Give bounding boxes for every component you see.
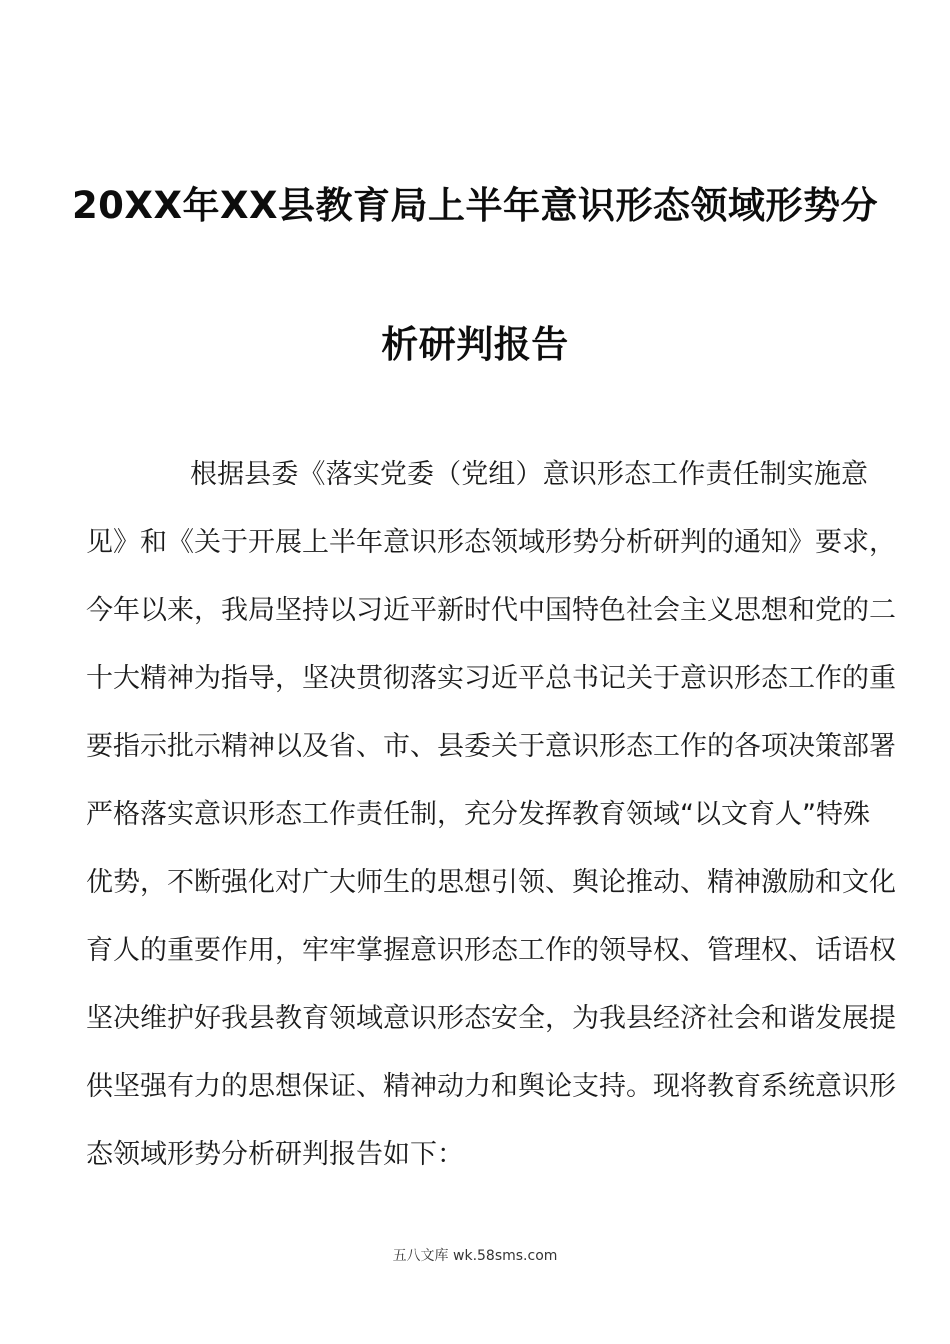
document-title-line-1: 20XX年XX县教育局上半年意识形态领域形势分 (71, 184, 879, 227)
body-line: 根据县委《落实党委（党组）意识形态工作责任制实施意 (190, 459, 868, 490)
body-line: 见》和《关于开展上半年意识形态领域形势分析研判的通知》要求， (86, 527, 896, 558)
body-line: 坚决维护好我县教育领域意识形态安全，为我县经济社会和谐发展提 (86, 1003, 896, 1034)
body-line: 优势，不断强化对广大师生的思想引领、舆论推动、精神激励和文化 (86, 867, 896, 898)
body-line: 育人的重要作用，牢牢掌握意识形态工作的领导权、管理权、话语权 (86, 935, 896, 966)
body-line: 要指示批示精神以及省、市、县委关于意识形态工作的各项决策部署 (86, 731, 896, 762)
body-line: 今年以来，我局坚持以习近平新时代中国特色社会主义思想和党的二 (86, 595, 896, 626)
body-line: 供坚强有力的思想保证、精神动力和舆论支持。现将教育系统意识形 (86, 1071, 896, 1102)
body-line: 严格落实意识形态工作责任制，充分发挥教育领域“以文育人”特殊 (86, 799, 870, 830)
document-title-line-2: 析研判报告 (381, 323, 569, 366)
footer-watermark: 五八文库 wk.58sms.com (392, 1248, 558, 1264)
body-line: 态领域形势分析研判报告如下： (86, 1139, 464, 1170)
body-line: 十大精神为指导，坚决贯彻落实习近平总书记关于意识形态工作的重 (86, 663, 896, 694)
